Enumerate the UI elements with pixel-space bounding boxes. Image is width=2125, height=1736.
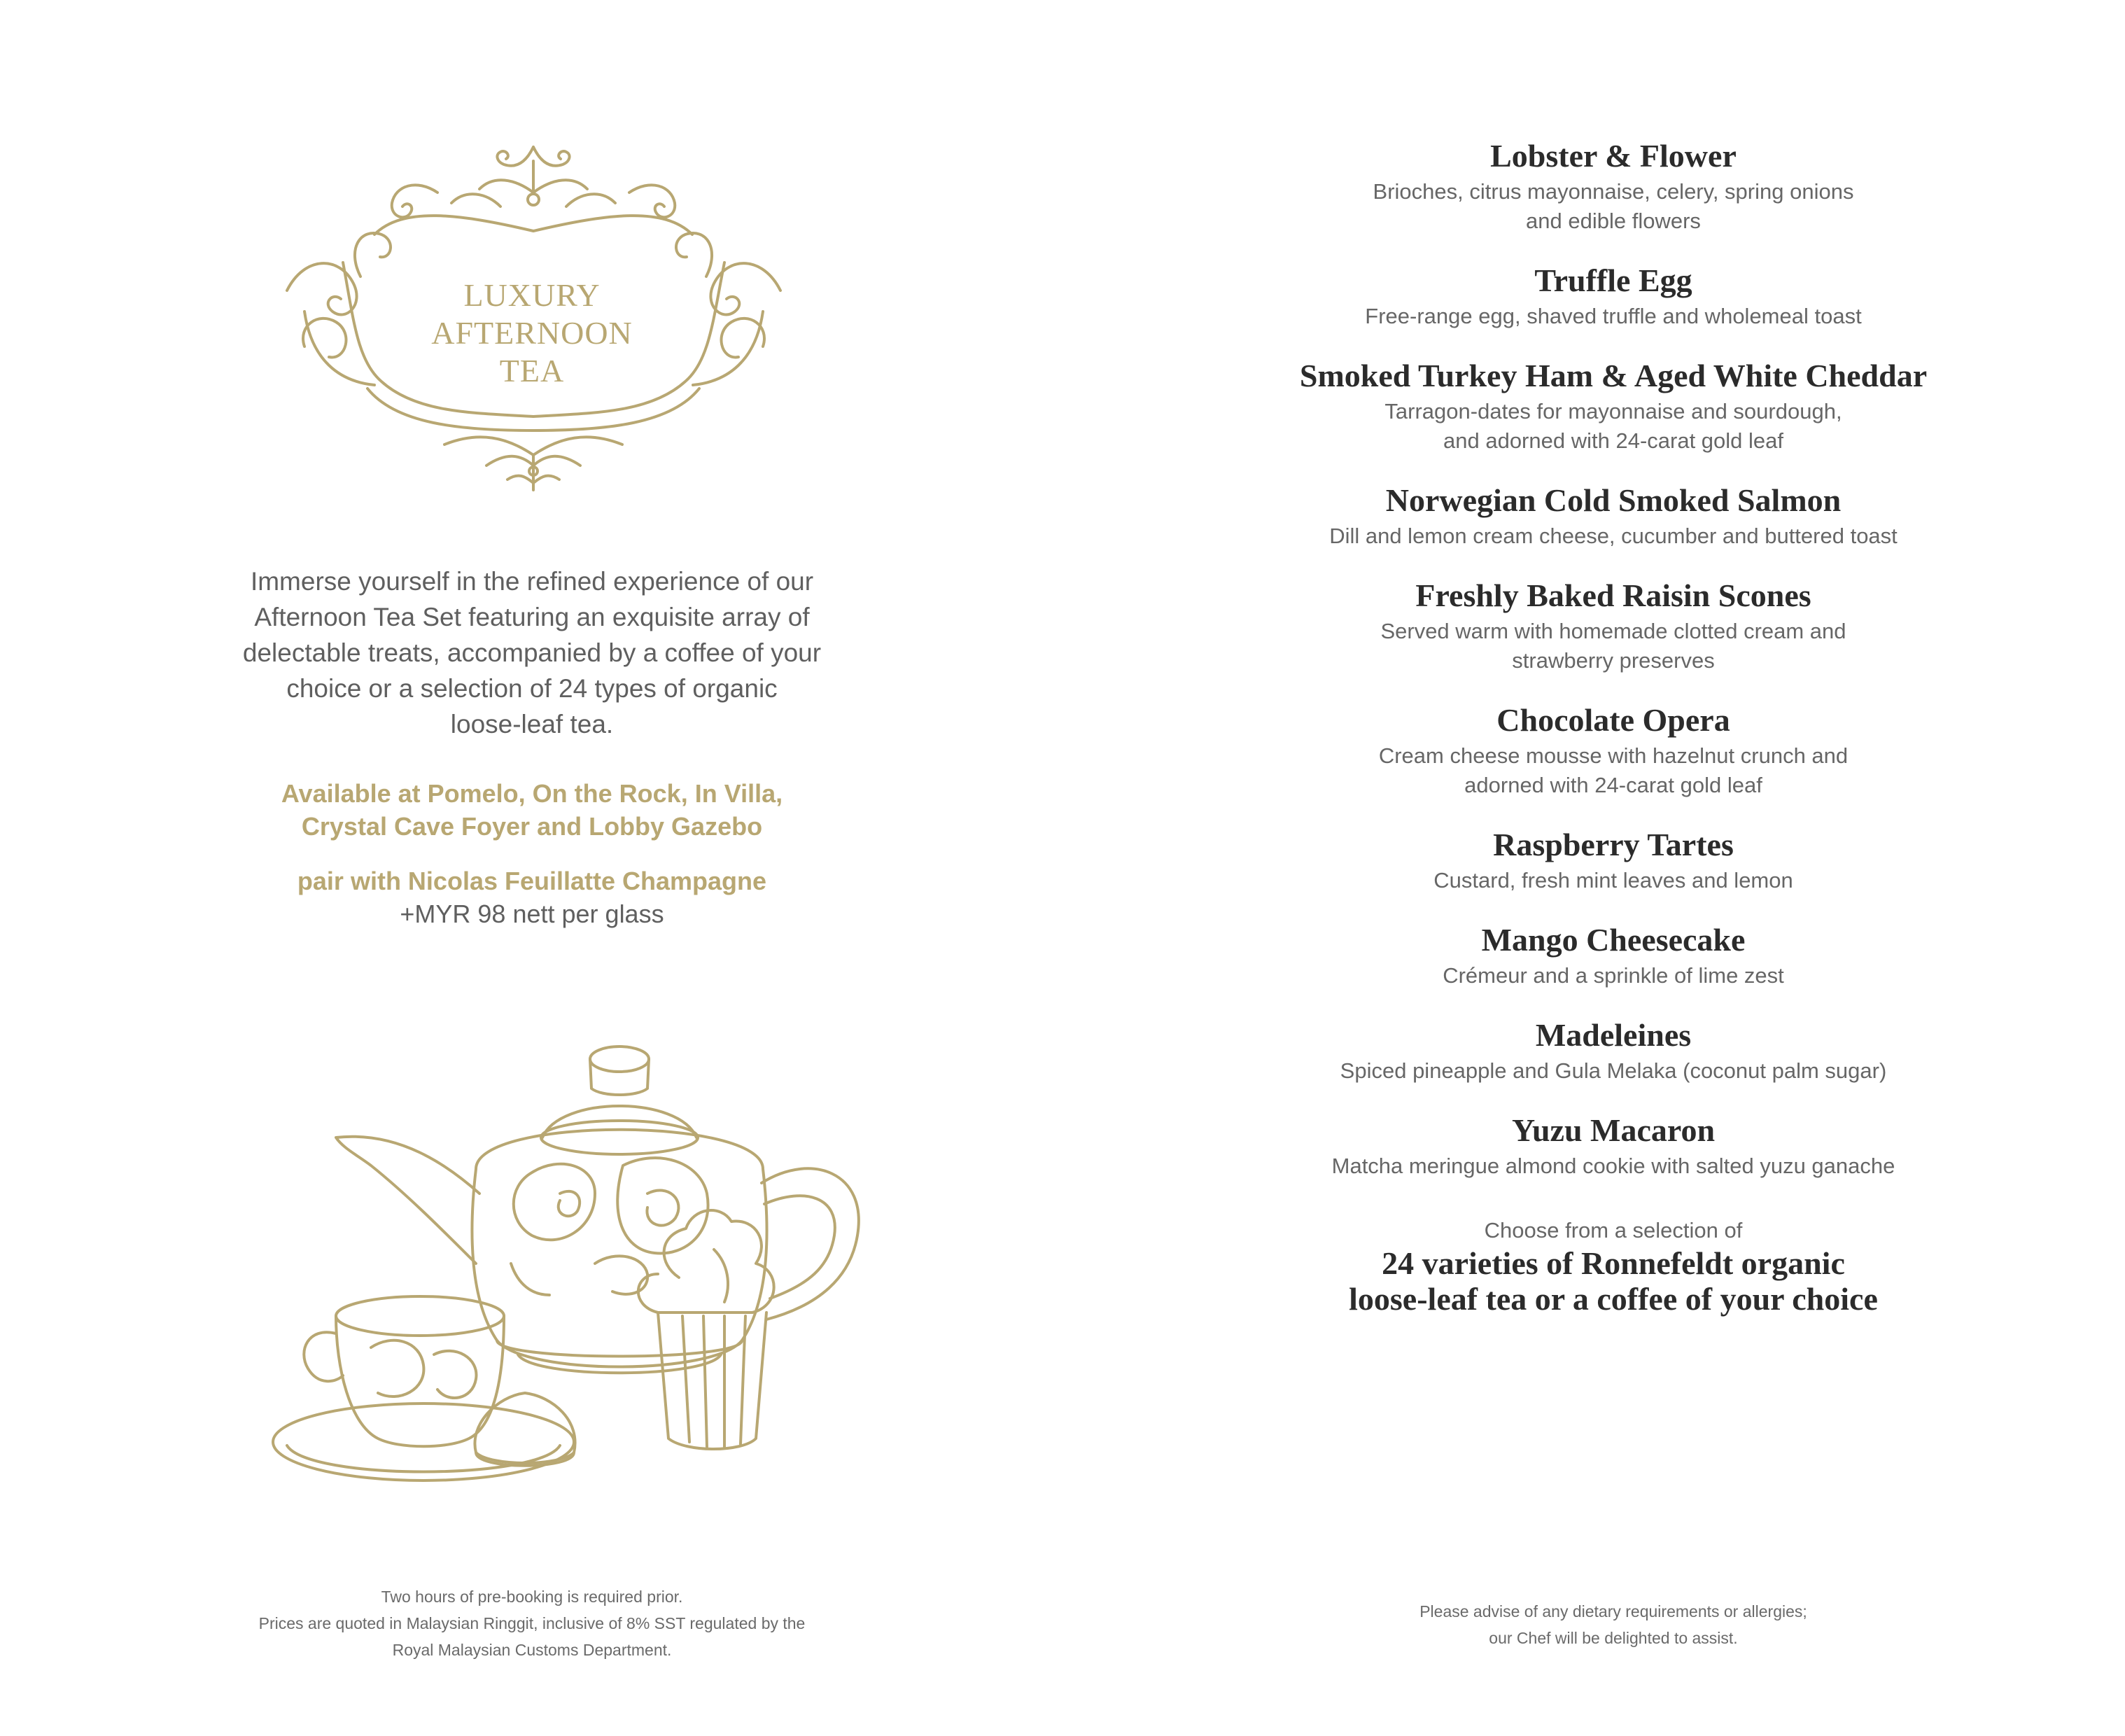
footnote-line: Prices are quoted in Malaysian Ringgit, inclusive of 8% SST regulated by the bbox=[258, 1614, 806, 1632]
menu-item-desc: Dill and lemon cream cheese, cucumber and buttered toast bbox=[1329, 524, 1898, 548]
menu-item-desc: Crémeur and a sprinkle of lime zest bbox=[1443, 963, 1784, 988]
menu-item-name: Lobster & Flower bbox=[1490, 138, 1737, 174]
intro-line: Afternoon Tea Set featuring an exquisite array of bbox=[254, 603, 810, 631]
menu-item-desc: adorned with 24-carat gold leaf bbox=[1464, 773, 1762, 797]
intro-line: Immerse yourself in the refined experience of our bbox=[250, 567, 814, 596]
menu-item-madeleines bbox=[1218, 1016, 2009, 1086]
menu-item-name: Freshly Baked Raisin Scones bbox=[1415, 578, 1811, 613]
menu-item-desc: Spiced pineapple and Gula Melaka (coconut palm sugar) bbox=[1340, 1058, 1887, 1083]
champagne-pairing bbox=[210, 864, 854, 930]
teaset-illustration-icon bbox=[266, 1032, 868, 1494]
intro-line: delectable treats, accompanied by a coffee of your bbox=[242, 638, 822, 667]
tea-note-intro: Choose from a selection of bbox=[1484, 1218, 1743, 1242]
pairing-label: pair with Nicolas Feuillatte Champagne bbox=[297, 867, 767, 895]
tea-note-line: 24 varieties of Ronnefeldt organic bbox=[1382, 1245, 1845, 1281]
menu-item-desc: Cream cheese mousse with hazelnut crunch and bbox=[1378, 743, 1849, 768]
menu-item-smoked-turkey bbox=[1218, 356, 2009, 456]
menu-item-raspberry-tartes bbox=[1218, 825, 2009, 895]
intro-line: choice or a selection of 24 types of organic bbox=[286, 674, 778, 703]
tea-selection-note bbox=[1218, 1216, 2009, 1317]
menu-item-name: Raspberry Tartes bbox=[1493, 827, 1734, 862]
intro-line: loose-leaf tea. bbox=[450, 710, 614, 738]
menu-item-name: Smoked Turkey Ham & Aged White Cheddar bbox=[1299, 358, 1928, 393]
menu-item-desc: and adorned with 24-carat gold leaf bbox=[1443, 428, 1783, 453]
title-line: LUXURY bbox=[463, 277, 601, 313]
menu-item-mango-cheesecake bbox=[1218, 920, 2009, 990]
menu-item-chocolate-opera bbox=[1218, 701, 2009, 800]
menu-list bbox=[1218, 136, 2009, 1317]
menu-item-name: Mango Cheesecake bbox=[1481, 922, 1746, 958]
menu-item-name: Truffle Egg bbox=[1534, 262, 1692, 298]
menu-item-scones bbox=[1218, 576, 2009, 676]
availability-line: Available at Pomelo, On the Rock, In Villa, bbox=[281, 779, 783, 808]
menu-item-salmon bbox=[1218, 481, 2009, 551]
menu-item-name: Chocolate Opera bbox=[1496, 702, 1730, 738]
menu-item-truffle-egg bbox=[1218, 261, 2009, 331]
footnote-line: Please advise of any dietary requirements or allergies; bbox=[1419, 1602, 1807, 1620]
menu-item-name: Norwegian Cold Smoked Salmon bbox=[1385, 482, 1842, 518]
footnote-line: our Chef will be delighted to assist. bbox=[1489, 1629, 1738, 1647]
menu-item-desc: Custard, fresh mint leaves and lemon bbox=[1433, 868, 1793, 892]
intro-paragraph bbox=[210, 564, 854, 742]
menu-item-name: Yuzu Macaron bbox=[1511, 1112, 1716, 1148]
booking-footnote bbox=[210, 1583, 854, 1663]
availability-note bbox=[210, 777, 854, 843]
menu-item-yuzu-macaron bbox=[1218, 1111, 2009, 1181]
footnote-line: Royal Malaysian Customs Department. bbox=[392, 1641, 672, 1659]
footnote-line: Two hours of pre-booking is required prior. bbox=[381, 1588, 683, 1606]
menu-item-desc: strawberry preserves bbox=[1512, 648, 1715, 673]
menu-item-name: Madeleines bbox=[1535, 1017, 1692, 1053]
menu-item-desc: Tarragon-dates for mayonnaise and sourdough, bbox=[1384, 399, 1842, 424]
tea-note-line: loose-leaf tea or a coffee of your choice bbox=[1349, 1281, 1878, 1317]
menu-item-desc: and edible flowers bbox=[1526, 209, 1701, 233]
menu-item-desc: Free-range egg, shaved truffle and wholemeal toast bbox=[1365, 304, 1862, 328]
page-title bbox=[378, 276, 686, 390]
title-line: AFTERNOON bbox=[431, 315, 633, 351]
menu-item-desc: Matcha meringue almond cookie with salted yuzu ganache bbox=[1331, 1154, 1895, 1178]
menu-item-desc: Brioches, citrus mayonnaise, celery, spring onions bbox=[1373, 179, 1854, 204]
availability-line: Crystal Cave Foyer and Lobby Gazebo bbox=[301, 812, 763, 841]
title-line: TEA bbox=[499, 353, 565, 388]
menu-item-lobster-flower bbox=[1218, 136, 2009, 236]
pairing-price: +MYR 98 nett per glass bbox=[400, 899, 664, 928]
menu-item-desc: Served warm with homemade clotted cream and bbox=[1380, 619, 1846, 643]
dietary-footnote bbox=[1218, 1598, 2009, 1651]
